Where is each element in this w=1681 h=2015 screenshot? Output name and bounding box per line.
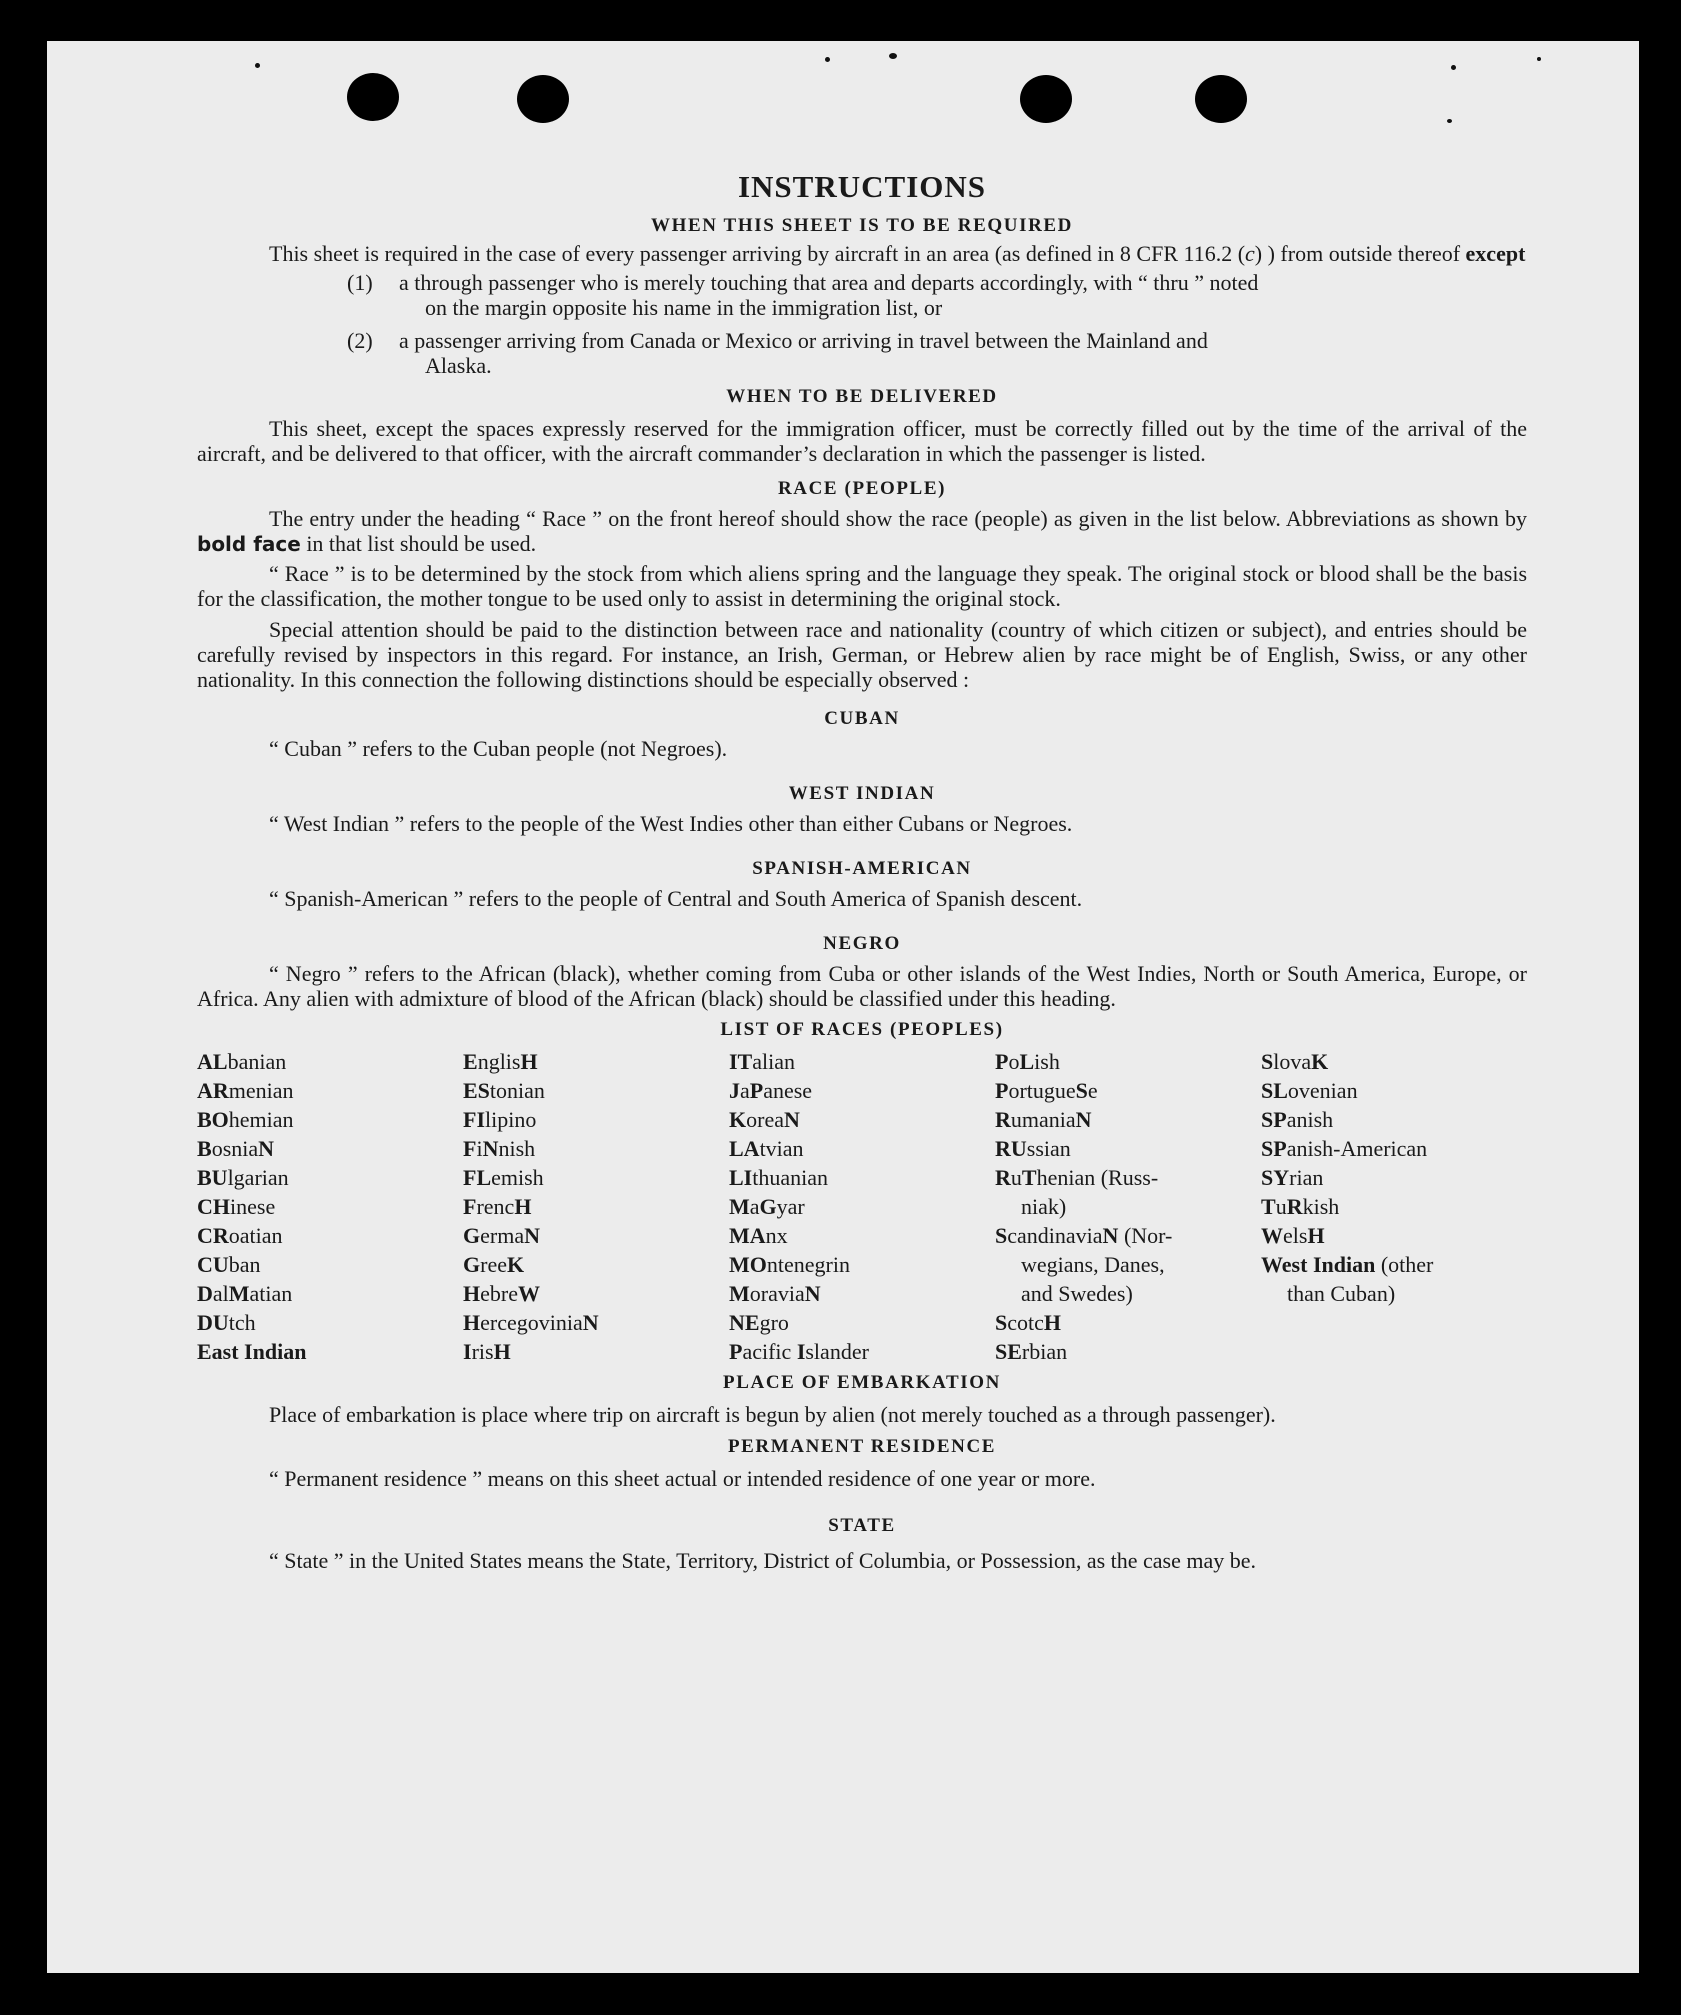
race-text: CH <box>197 1194 230 1219</box>
race-text: tvian <box>759 1136 804 1161</box>
race-text: N <box>482 1136 499 1161</box>
race-column <box>1261 1047 1501 1366</box>
text-run: Alaska. <box>425 353 492 378</box>
race-entry <box>197 1192 463 1221</box>
race-entry <box>463 1337 729 1366</box>
race-text: ES <box>463 1078 490 1103</box>
race-text: P <box>995 1078 1009 1103</box>
race-text: yar <box>776 1194 805 1219</box>
dust-speck <box>889 53 897 59</box>
item-number: (1) <box>347 270 373 295</box>
race-text: alian <box>752 1049 796 1074</box>
race-text: oravia <box>749 1281 805 1306</box>
race-text: H <box>520 1049 538 1074</box>
text-run: c <box>1245 241 1255 266</box>
race-text: N <box>804 1281 821 1306</box>
punch-hole <box>1195 75 1247 123</box>
paragraph: “ Negro ” refers to the African (black), whether coming from Cuba or other islands of the West Indies, North or South America, Europe, or Africa. Any alien with admixture of blood of the African (black) should be classified under this heading. <box>197 961 1527 1011</box>
race-text: emish <box>491 1165 544 1190</box>
section-heading: STATE <box>828 1515 896 1536</box>
race-text: acific <box>742 1339 797 1364</box>
race-text: els <box>1283 1223 1308 1248</box>
paragraph: Special attention should be paid to the distinction between race and nationality (country of which citizen or subject), and entries should be carefully revised by inspectors in this regard. For instance, an Irish, German, or Hebrew alien by race might be of English, Swiss, or any other nationality. In this connection the following distinctions should be especially observed : <box>197 617 1527 692</box>
race-column <box>197 1047 463 1366</box>
race-text: ree <box>480 1252 507 1277</box>
race-text: R <box>995 1165 1011 1190</box>
race-entry <box>463 1134 729 1163</box>
race-text: D <box>197 1281 213 1306</box>
race-entry <box>729 1163 995 1192</box>
race-text: SP <box>1261 1107 1287 1132</box>
race-text: MA <box>729 1223 766 1248</box>
race-entry <box>463 1076 729 1105</box>
dust-speck <box>255 63 260 68</box>
race-text: a <box>749 1194 760 1219</box>
race-text: F <box>463 1194 477 1219</box>
race-text: N <box>1102 1223 1119 1248</box>
race-text: N <box>783 1107 800 1132</box>
race-text: menian <box>228 1078 294 1103</box>
paragraph: “ State ” in the United States means the State, Territory, District of Columbia, or Possession, as the case may be. <box>269 1548 1257 1573</box>
paragraph <box>197 506 1527 557</box>
text-run: This sheet is required in the case of every passenger arriving by aircraft in an area (as defined in 8 CFR 116.2 ( <box>269 241 1246 266</box>
race-entry <box>729 1308 995 1337</box>
race-text: wegians, Danes, <box>1021 1252 1165 1277</box>
paragraph: “ Spanish-American ” refers to the people of Central and South America of Spanish descent. <box>269 886 1083 911</box>
race-entry <box>197 1163 463 1192</box>
race-entry <box>729 1047 995 1076</box>
race-text: rian <box>1289 1165 1324 1190</box>
race-entry <box>463 1279 729 1308</box>
race-text: R <box>1286 1194 1303 1219</box>
race-entry <box>995 1250 1261 1279</box>
race-text: ban <box>228 1252 261 1277</box>
race-text: u <box>1010 1165 1022 1190</box>
race-entry <box>995 1279 1261 1308</box>
race-text: SY <box>1261 1165 1290 1190</box>
section-heading: WHEN TO BE DELIVERED <box>726 386 998 407</box>
punch-hole <box>517 75 569 123</box>
race-text: anish <box>1286 1107 1334 1132</box>
race-text: S <box>995 1310 1008 1335</box>
punch-hole <box>347 73 399 121</box>
race-text: F <box>463 1136 477 1161</box>
race-text: J <box>729 1078 740 1103</box>
race-entry <box>995 1192 1261 1221</box>
race-entry <box>729 1250 995 1279</box>
race-entry <box>995 1337 1261 1366</box>
race-column <box>995 1047 1261 1366</box>
race-entry <box>197 1279 463 1308</box>
race-entry <box>995 1163 1261 1192</box>
race-text: CR <box>197 1223 229 1248</box>
race-text: kish <box>1302 1194 1340 1219</box>
race-text: N <box>1075 1107 1092 1132</box>
race-text: ovenian <box>1287 1078 1358 1103</box>
race-list <box>197 1047 1527 1366</box>
race-text: SL <box>1261 1078 1288 1103</box>
race-text: K <box>506 1252 525 1277</box>
section-heading: PLACE OF EMBARKATION <box>723 1372 1001 1393</box>
race-entry <box>995 1047 1261 1076</box>
race-entry <box>197 1337 463 1366</box>
race-entry <box>729 1337 995 1366</box>
paragraph <box>197 241 1527 266</box>
race-text: G <box>463 1223 481 1248</box>
punch-hole <box>1020 75 1072 123</box>
document-page <box>47 41 1639 1973</box>
section-heading: WEST INDIAN <box>788 783 936 804</box>
race-text: cotc <box>1007 1310 1044 1335</box>
list-item <box>197 328 1527 378</box>
page-title: INSTRUCTIONS <box>737 169 986 204</box>
paragraph: “ Race ” is to be determined by the stock from which aliens spring and the language they speak. The original stock or blood shall be the basis for the classification, the mother tongue to be used only to assist in determining the original stock. <box>197 561 1527 611</box>
race-text: oatian <box>228 1223 283 1248</box>
race-text: P <box>749 1078 764 1103</box>
race-text: K <box>1311 1049 1329 1074</box>
item-number: (2) <box>347 328 373 353</box>
race-entry <box>1261 1105 1501 1134</box>
race-text: P <box>729 1339 743 1364</box>
race-text: MO <box>729 1252 767 1277</box>
race-text: FI <box>463 1107 485 1132</box>
race-text: E <box>463 1049 478 1074</box>
race-text: rbian <box>1021 1339 1068 1364</box>
race-entry <box>197 1047 463 1076</box>
race-text: T <box>1021 1165 1037 1190</box>
text-run: a through passenger who is merely touching that area and departs accordingly, with “ thru ” noted <box>399 270 1259 295</box>
document-body <box>197 169 1527 1577</box>
race-entry <box>1261 1076 1501 1105</box>
race-text: nglis <box>477 1049 521 1074</box>
race-text: FL <box>463 1165 492 1190</box>
race-entry <box>995 1221 1261 1250</box>
race-text: SP <box>1261 1136 1287 1161</box>
race-text: orea <box>746 1107 784 1132</box>
race-text: B <box>197 1136 212 1161</box>
race-entry <box>995 1134 1261 1163</box>
race-text: lipino <box>485 1107 537 1132</box>
race-text: anese <box>763 1078 813 1103</box>
race-text: G <box>463 1252 481 1277</box>
race-entry <box>1261 1163 1501 1192</box>
race-text: I <box>796 1339 806 1364</box>
race-text: tch <box>228 1310 256 1335</box>
section-heading: WHEN THIS SHEET IS TO BE REQUIRED <box>650 215 1074 236</box>
dust-speck <box>1451 65 1456 70</box>
race-entry <box>729 1105 995 1134</box>
race-entry <box>463 1105 729 1134</box>
race-entry <box>463 1047 729 1076</box>
race-entry <box>1261 1134 1501 1163</box>
section-heading: RACE (PEOPLE) <box>777 478 947 499</box>
race-text: lgarian <box>227 1165 289 1190</box>
race-text: erma <box>480 1223 525 1248</box>
race-text: West Indian <box>1261 1252 1376 1277</box>
race-text: candinavia <box>1007 1223 1103 1248</box>
bold-text: bold face <box>197 532 301 556</box>
race-text: H <box>1307 1223 1325 1248</box>
race-text: W <box>1261 1223 1283 1248</box>
race-text: henian (Russ- <box>1036 1165 1159 1190</box>
race-text: M <box>729 1281 750 1306</box>
race-text: than Cuban) <box>1287 1281 1396 1306</box>
race-text: niak) <box>1021 1194 1067 1219</box>
race-text: W <box>517 1281 540 1306</box>
race-text: DU <box>197 1310 229 1335</box>
section-heading: CUBAN <box>824 708 900 729</box>
race-text: M <box>228 1281 250 1306</box>
section-heading: LIST OF RACES (PEOPLES) <box>720 1019 1004 1040</box>
race-entry <box>995 1308 1261 1337</box>
race-text: ntenegrin <box>766 1252 850 1277</box>
race-entry <box>463 1308 729 1337</box>
race-text: RU <box>995 1136 1027 1161</box>
race-entry <box>197 1250 463 1279</box>
race-text: G <box>759 1194 777 1219</box>
race-text: umania <box>1010 1107 1076 1132</box>
race-entry <box>1261 1221 1501 1250</box>
race-entry <box>729 1134 995 1163</box>
race-text: thuanian <box>752 1165 829 1190</box>
race-text: T <box>1261 1194 1276 1219</box>
race-text: N <box>258 1136 275 1161</box>
race-text: N <box>582 1310 599 1335</box>
race-text: (other <box>1375 1252 1434 1277</box>
race-text: BU <box>197 1165 228 1190</box>
race-text: i <box>476 1136 483 1161</box>
race-text: P <box>995 1049 1009 1074</box>
race-entry <box>463 1250 729 1279</box>
race-entry <box>197 1105 463 1134</box>
race-text: hemian <box>228 1107 294 1132</box>
race-text: o <box>1008 1049 1020 1074</box>
race-text: inese <box>230 1194 276 1219</box>
race-entry <box>1261 1279 1501 1308</box>
race-text: H <box>463 1310 481 1335</box>
race-text: BO <box>197 1107 229 1132</box>
bold-text: except <box>1465 241 1526 266</box>
race-text: S <box>995 1223 1008 1248</box>
race-entry <box>1261 1192 1501 1221</box>
race-text: tonian <box>489 1078 545 1103</box>
item-text <box>399 328 1527 378</box>
race-text: H <box>463 1281 481 1306</box>
race-text: N <box>524 1223 540 1248</box>
race-column <box>729 1047 995 1366</box>
race-text: renc <box>476 1194 515 1219</box>
race-text: lova <box>1273 1049 1312 1074</box>
item-text <box>399 270 1527 320</box>
race-text: ish <box>1034 1049 1060 1074</box>
paragraph: “ Permanent residence ” means on this sheet actual or intended residence of one year or more. <box>269 1466 1096 1491</box>
race-text: H <box>1043 1310 1062 1335</box>
race-text: K <box>729 1107 747 1132</box>
race-entry <box>197 1308 463 1337</box>
race-text: H <box>493 1339 511 1364</box>
race-text: I <box>463 1339 472 1364</box>
dust-speck <box>1447 119 1452 123</box>
race-text: a <box>740 1078 750 1103</box>
race-column <box>463 1047 729 1366</box>
race-text: East Indian <box>197 1339 307 1364</box>
section-heading: NEGRO <box>823 933 901 954</box>
race-text: and Swedes) <box>1021 1281 1133 1306</box>
race-entry <box>463 1163 729 1192</box>
race-text: IT <box>729 1049 753 1074</box>
paragraph: This sheet, except the spaces expressly reserved for the immigration officer, must be correctly filled out by the time of the arrival of the aircraft, and be delivered to that officer, with the aircraft commander’s declaration in which the passenger is listed. <box>197 416 1527 466</box>
race-text: CU <box>197 1252 229 1277</box>
race-text: al <box>212 1281 229 1306</box>
race-text: nish <box>498 1136 536 1161</box>
race-text: S <box>1261 1049 1274 1074</box>
race-text: NE <box>729 1310 760 1335</box>
race-entry <box>197 1134 463 1163</box>
race-text: ris <box>471 1339 494 1364</box>
race-entry <box>729 1221 995 1250</box>
race-text: LA <box>729 1136 760 1161</box>
race-text: e <box>1087 1078 1098 1103</box>
race-text: ortugue <box>1008 1078 1076 1103</box>
race-entry <box>995 1105 1261 1134</box>
race-text: LI <box>729 1165 753 1190</box>
race-text: ebre <box>480 1281 518 1306</box>
race-text: banian <box>227 1049 287 1074</box>
race-entry <box>995 1076 1261 1105</box>
race-text: ssian <box>1026 1136 1071 1161</box>
race-entry <box>1261 1250 1501 1279</box>
race-entry <box>463 1221 729 1250</box>
race-entry <box>729 1192 995 1221</box>
race-text: AL <box>197 1049 228 1074</box>
section-heading: PERMANENT RESIDENCE <box>727 1436 997 1457</box>
list-item <box>197 270 1527 320</box>
race-text: L <box>1019 1049 1035 1074</box>
text-run: The entry under the heading “ Race ” on the front hereof should show the race (people) as given in the list below. Abbreviations as shown by <box>269 506 1527 531</box>
race-text: u <box>1275 1194 1287 1219</box>
text-run: ) ) from outside thereof <box>1254 241 1466 266</box>
text-run: a passenger arriving from Canada or Mexico or arriving in travel between the Mainland and <box>399 328 1208 353</box>
race-text: R <box>995 1107 1011 1132</box>
dust-speck <box>825 57 830 62</box>
race-text: S <box>1075 1078 1088 1103</box>
race-entry <box>729 1279 995 1308</box>
race-text: atian <box>249 1281 293 1306</box>
race-text: M <box>729 1194 750 1219</box>
race-text: nx <box>765 1223 788 1248</box>
race-entry <box>463 1192 729 1221</box>
race-text: SE <box>995 1339 1022 1364</box>
race-entry <box>197 1076 463 1105</box>
paragraph: “ West Indian ” refers to the people of the West Indies other than either Cubans or Negroes. <box>269 811 1073 836</box>
race-text: ercegovinia <box>480 1310 583 1335</box>
paragraph: Place of embarkation is place where trip on aircraft is begun by alien (not merely touched as a through passenger). <box>269 1402 1276 1427</box>
race-text: gro <box>759 1310 789 1335</box>
race-text: osnia <box>211 1136 259 1161</box>
race-entry <box>1261 1047 1501 1076</box>
dust-speck <box>1537 57 1541 61</box>
race-entry <box>729 1076 995 1105</box>
race-text: slander <box>805 1339 869 1364</box>
race-text: AR <box>197 1078 229 1103</box>
paragraph: “ Cuban ” refers to the Cuban people (not Negroes). <box>269 736 728 761</box>
text-run: on the margin opposite his name in the immigration list, or <box>425 295 943 320</box>
race-text: anish-American <box>1286 1136 1428 1161</box>
text-run: in that list should be used. <box>300 531 537 556</box>
section-heading: SPANISH-AMERICAN <box>752 858 972 879</box>
race-text: H <box>514 1194 532 1219</box>
race-entry <box>197 1221 463 1250</box>
race-text: (Nor- <box>1118 1223 1173 1248</box>
